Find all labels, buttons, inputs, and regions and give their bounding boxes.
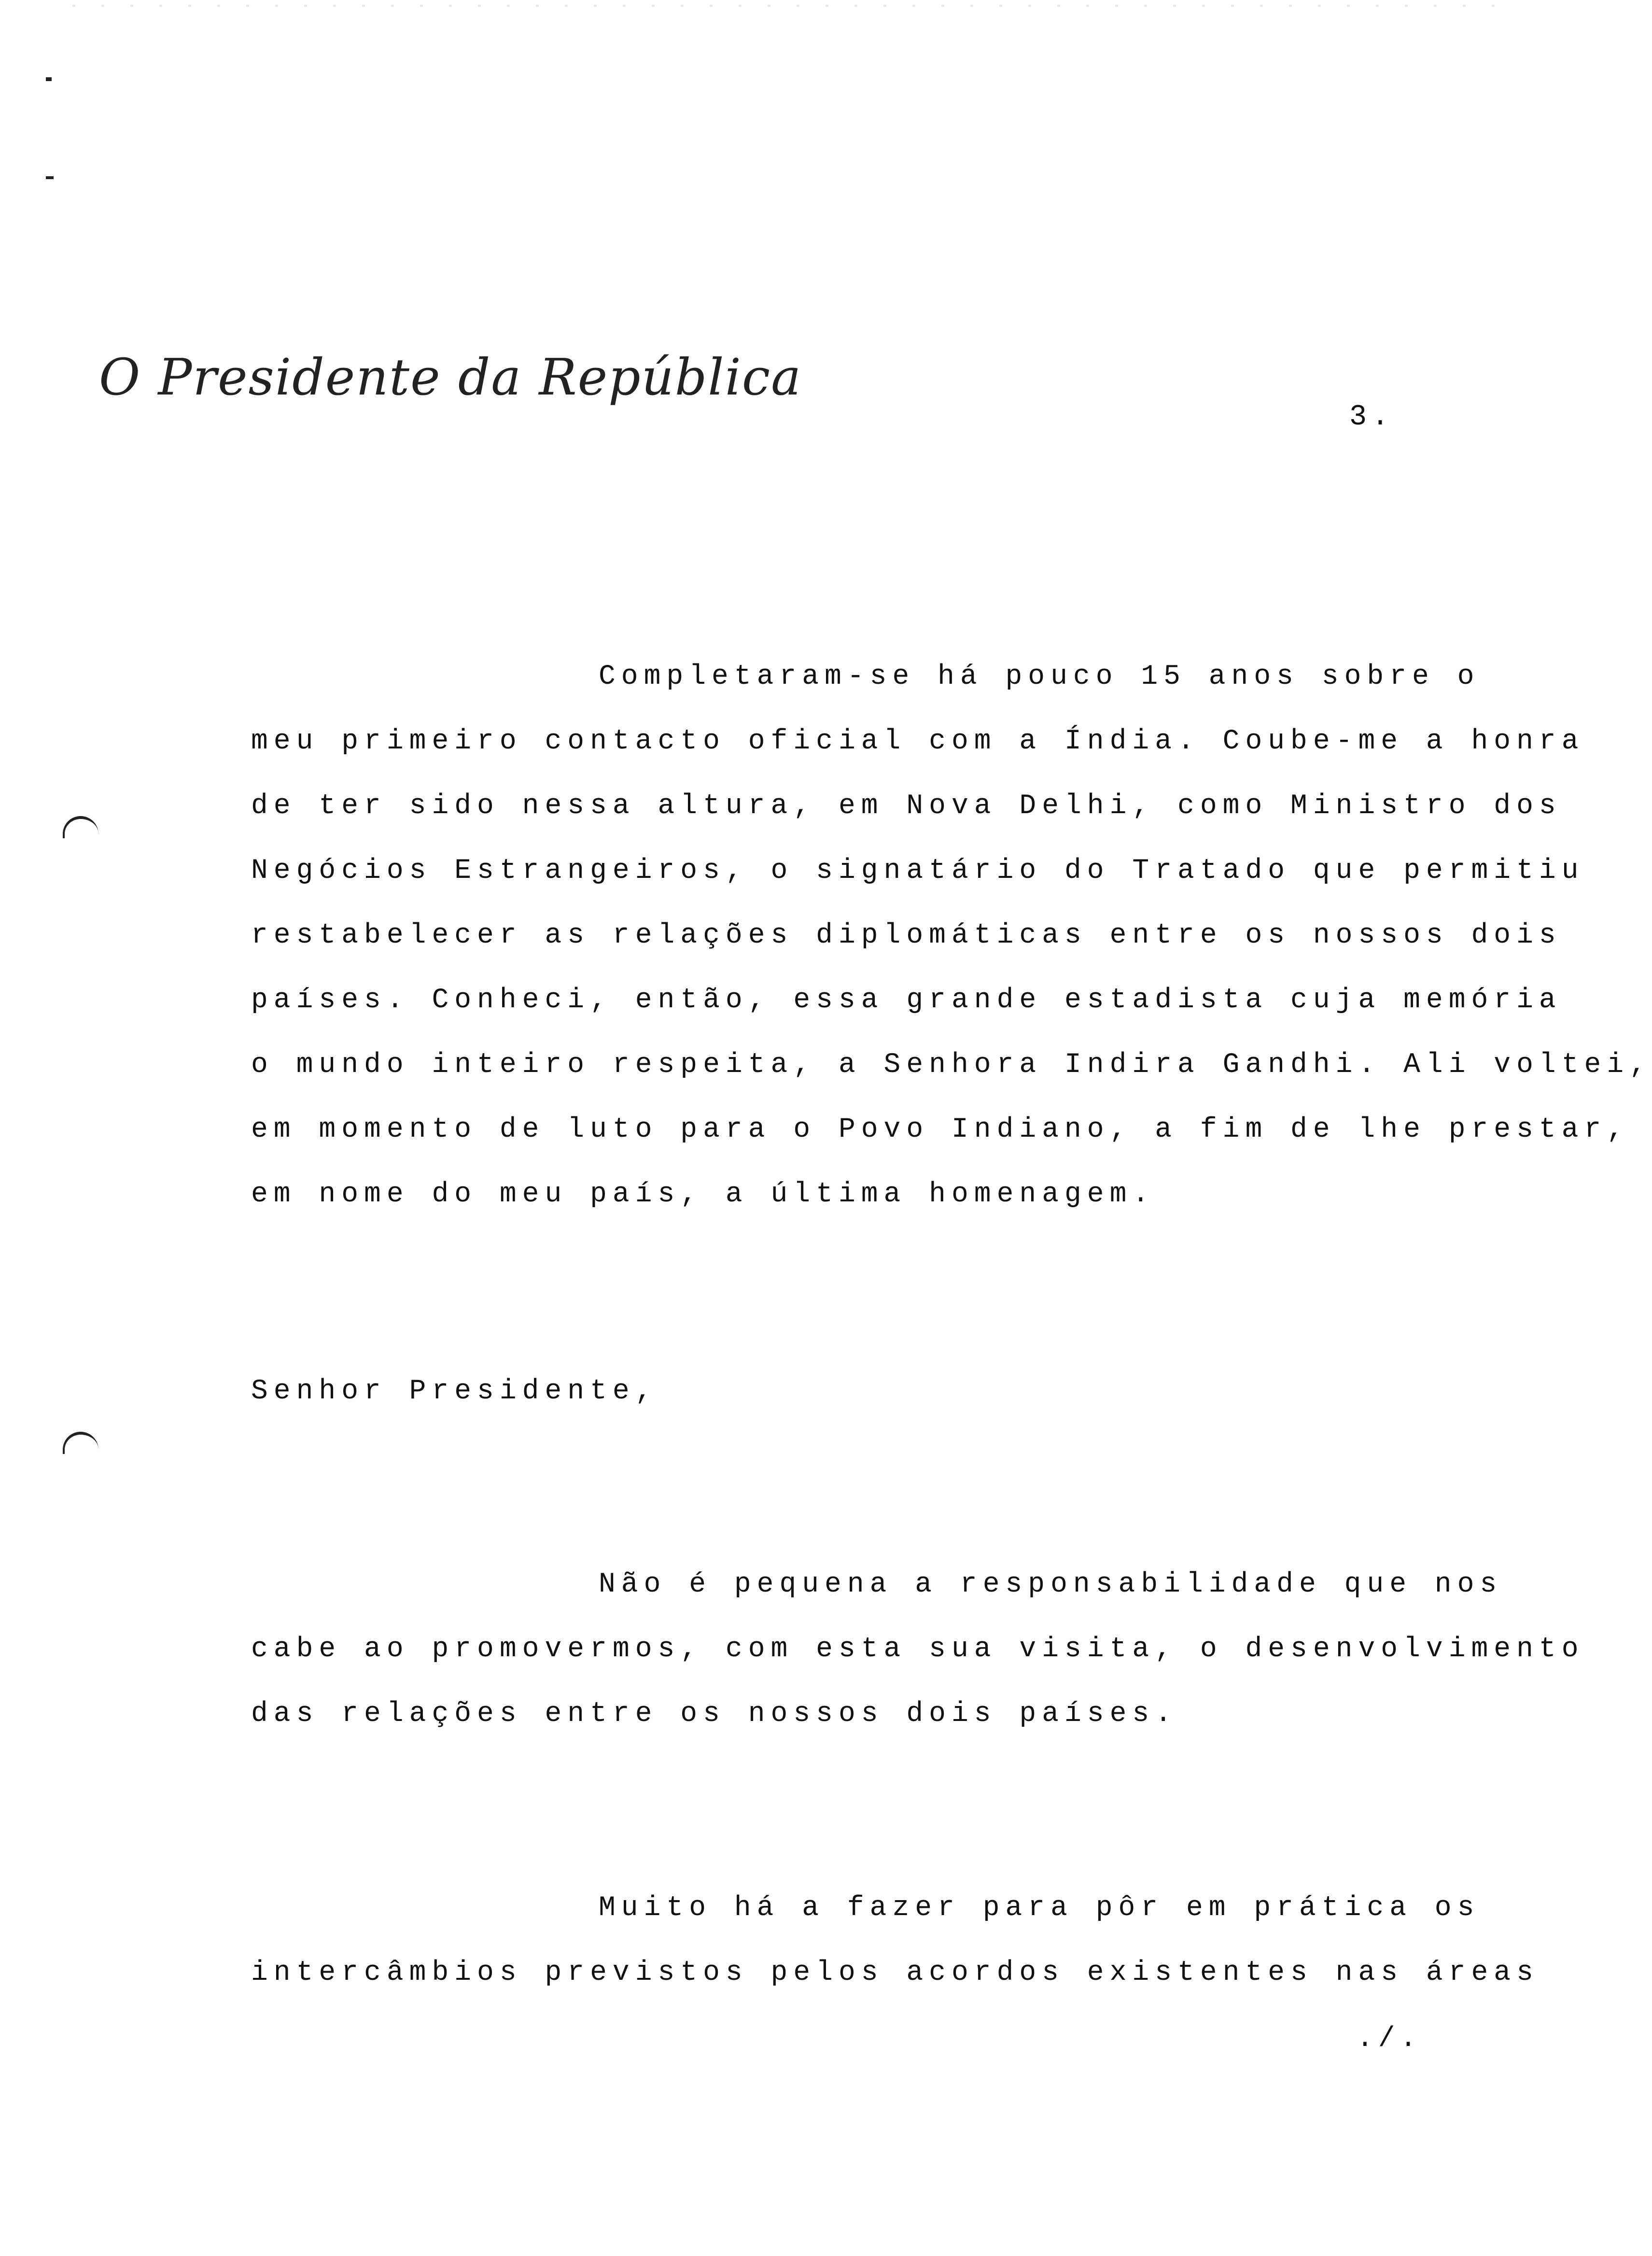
text-line: intercâmbios previstos pelos acordos existentes nas áreas bbox=[251, 1957, 1539, 1988]
text-line: Completaram-se há pouco 15 anos sobre o bbox=[599, 661, 1480, 692]
paragraph-2 bbox=[251, 1552, 1584, 1747]
text-line: Não é pequena a responsabilidade que nos bbox=[599, 1569, 1503, 1600]
salutation-block bbox=[251, 1359, 1472, 1424]
punch-hole-mark bbox=[63, 816, 98, 838]
scan-artifact bbox=[72, 5, 1521, 7]
text-line: o mundo inteiro respeita, a Senhora Indira Gandhi. Ali voltei, bbox=[251, 1049, 1652, 1081]
salutation: Senhor Presidente, bbox=[251, 1376, 658, 1407]
paragraph-1 bbox=[251, 645, 1652, 1227]
letterhead-title: O Presidente da República bbox=[99, 348, 802, 407]
text-line: de ter sido nessa altura, em Nova Delhi, como Ministro dos bbox=[251, 790, 1562, 822]
text-line: países. Conheci, então, essa grande estadista cuja memória bbox=[251, 985, 1562, 1016]
text-line: cabe ao promovermos, com esta sua visita, o desenvolvimento bbox=[251, 1634, 1584, 1665]
text-line: meu primeiro contacto oficial com a Índia. Coube-me a honra bbox=[251, 726, 1584, 757]
text-line: em momento de luto para o Povo Indiano, a fim de lhe prestar, bbox=[251, 1114, 1630, 1145]
scan-speck bbox=[46, 77, 52, 81]
page-number: 3. bbox=[1349, 401, 1394, 434]
punch-hole-mark bbox=[63, 1432, 98, 1454]
text-line: restabelecer as relações diplomáticas entre os nossos dois bbox=[251, 920, 1562, 951]
continuation-mark: ./. bbox=[1357, 2023, 1422, 2055]
text-line: Muito há a fazer para pôr em prática os bbox=[599, 1892, 1480, 1924]
text-line: em nome do meu país, a última homenagem. bbox=[251, 1179, 1155, 1210]
scan-speck bbox=[46, 176, 54, 179]
text-line: das relações entre os nossos dois países. bbox=[251, 1698, 1178, 1730]
paragraph-3 bbox=[251, 1876, 1539, 2005]
text-line: Negócios Estrangeiros, o signatário do Tratado que permitiu bbox=[251, 855, 1584, 887]
